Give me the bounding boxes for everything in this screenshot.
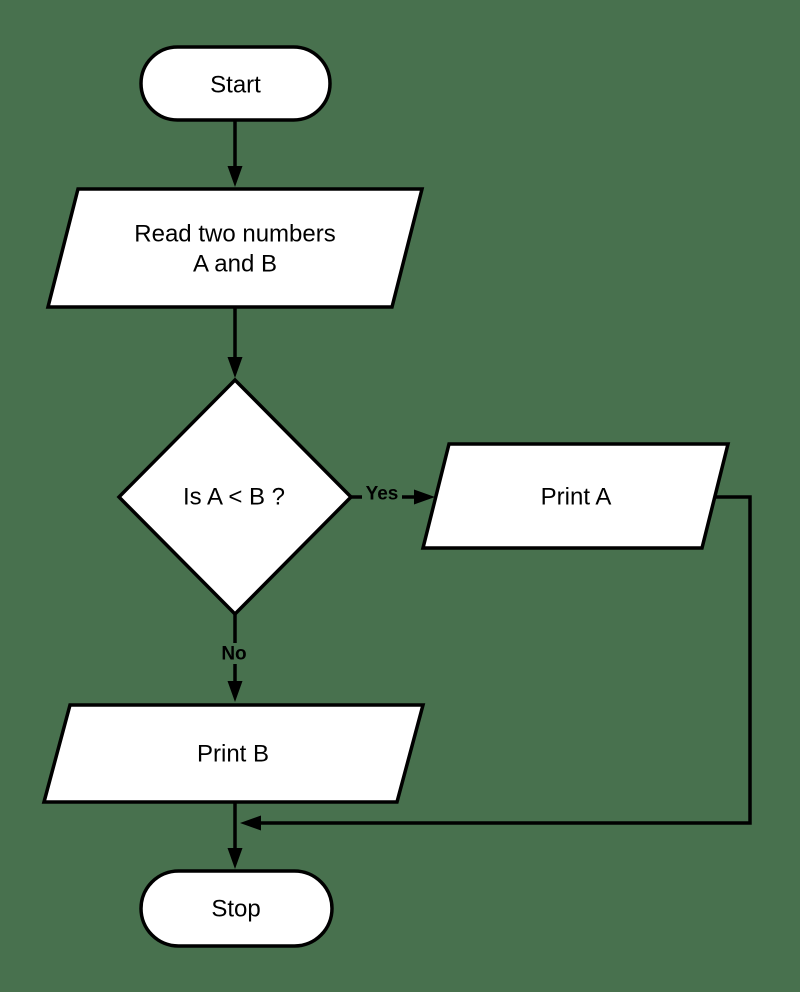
node-read-label-line1: Read two numbers <box>134 220 336 248</box>
node-read-label-line2: A and B <box>192 250 278 278</box>
node-print-a-label: Print A <box>540 483 612 511</box>
node-decision-label: Is A < B ? <box>182 483 286 511</box>
node-start-label: Start <box>210 71 261 99</box>
edge-label-yes: Yes <box>365 483 399 505</box>
node-print-b-label: Print B <box>196 740 270 768</box>
node-read-parallelogram <box>48 189 422 307</box>
node-stop-label: Stop <box>211 895 261 923</box>
edge-label-no: No <box>221 643 247 665</box>
